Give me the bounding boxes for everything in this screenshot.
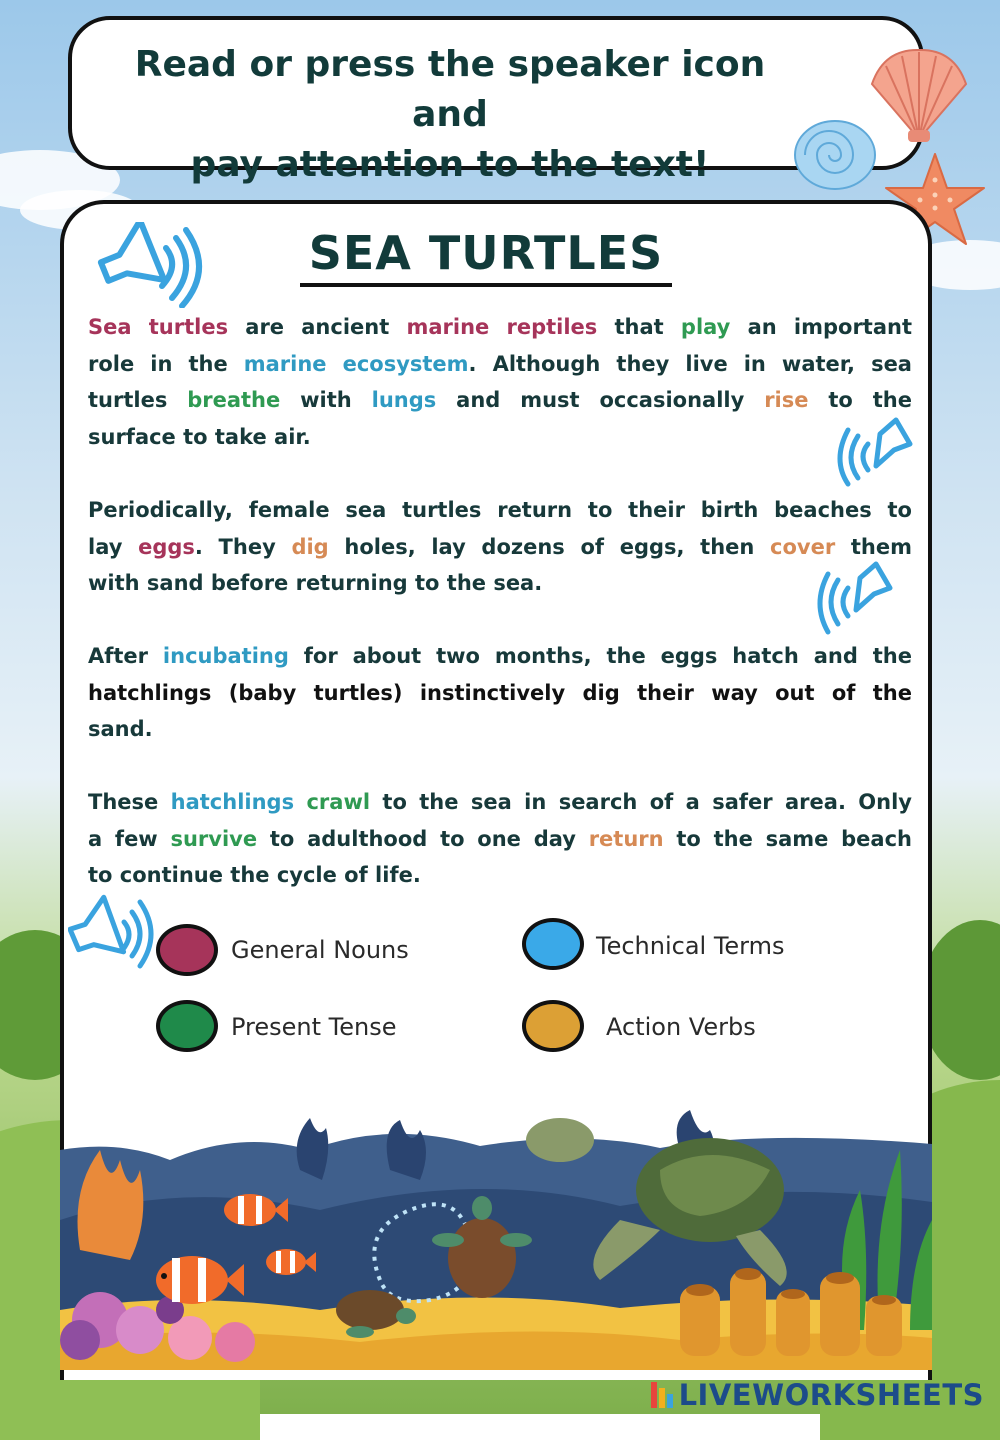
legend-dot-general-nouns[interactable]: [156, 924, 218, 976]
word-present-tense: breathe: [187, 388, 281, 413]
legend-label-present-tense: Present Tense: [231, 1013, 397, 1041]
paragraph-4: [88, 784, 912, 894]
watermark-text: LIVEWORKSHEETS: [678, 1378, 984, 1412]
p2-line-3: with sand before returning to the sea.: [88, 571, 543, 596]
legend-dot-present-tense[interactable]: [156, 1000, 218, 1052]
word-technical-term: hatchlings: [170, 790, 295, 814]
word-technical-term: marine ecosystem: [243, 351, 469, 376]
word-present-tense: crawl: [306, 790, 371, 814]
p1-line-3: turtles breathe with lungs and must occasionally rise to the: [88, 388, 912, 413]
spiral-shell-icon: [790, 110, 880, 195]
p4-line-3: to continue the cycle of life.: [88, 863, 421, 888]
word-action-verb: cover: [770, 534, 836, 559]
speaker-icon[interactable]: [832, 414, 916, 488]
p3-line-2: hatchlings (baby turtles) instinctively dig their way out of the: [88, 680, 912, 705]
word-technical-term: lungs: [371, 388, 437, 413]
speaker-icon[interactable]: [68, 888, 160, 972]
page-title: SEA TURTLES: [308, 226, 664, 280]
p3-line-3: sand.: [88, 717, 153, 742]
paragraph-2: [88, 492, 912, 602]
p4-line-1: These hatchlings crawl to the sea in search of a safer area. Only: [88, 790, 912, 814]
instruction-line-2: pay attention to the text!: [190, 144, 710, 185]
liveworksheets-logo[interactable]: [651, 1378, 984, 1412]
speaker-icon[interactable]: [96, 222, 208, 308]
paragraph-1: [88, 309, 912, 455]
legend-label-general-nouns: General Nouns: [231, 936, 409, 964]
p4-line-2: a few survive to adulthood to one day return to the same beach: [88, 826, 912, 851]
legend-label-technical-terms: Technical Terms: [596, 932, 785, 960]
p3-line-1: After incubating for about two months, the eggs hatch and the: [88, 644, 912, 668]
word-action-verb: return: [588, 826, 664, 851]
instruction-line-1: Read or press the speaker icon and: [134, 44, 766, 135]
p1-line-2: role in the marine ecosystem. Although they live in water, sea: [88, 351, 912, 376]
legend-dot-action-verbs[interactable]: [522, 1000, 584, 1052]
word-action-verb: rise: [764, 388, 809, 413]
paragraph-3: [88, 638, 912, 748]
seashell-icon: [864, 44, 974, 144]
liveworksheets-logo-icon: [651, 1382, 673, 1408]
word-general-noun: marine reptiles: [406, 315, 598, 339]
word-general-noun: eggs: [138, 534, 195, 559]
p1-line-1: Sea turtles are ancient marine reptiles that play an important: [88, 315, 913, 339]
title-underline: [300, 283, 672, 287]
p2-line-2: lay eggs. They dig holes, lay dozens of eggs, then cover them: [88, 534, 912, 559]
legend-dot-technical-terms[interactable]: [522, 918, 584, 970]
p2-line-1: Periodically, female sea turtles return to their birth beaches to: [88, 498, 912, 522]
word-present-tense: survive: [170, 826, 258, 851]
p1-line-4: surface to take air.: [88, 424, 311, 449]
word-action-verb: dig: [291, 534, 329, 559]
underwater-scene: [60, 1110, 932, 1370]
instruction-text: [100, 40, 800, 190]
legend-label-action-verbs: Action Verbs: [606, 1013, 756, 1041]
speaker-icon[interactable]: [810, 556, 896, 636]
word-present-tense: play: [680, 315, 731, 339]
word-technical-term: incubating: [162, 644, 289, 668]
word-general-noun: Sea turtles: [88, 315, 229, 339]
